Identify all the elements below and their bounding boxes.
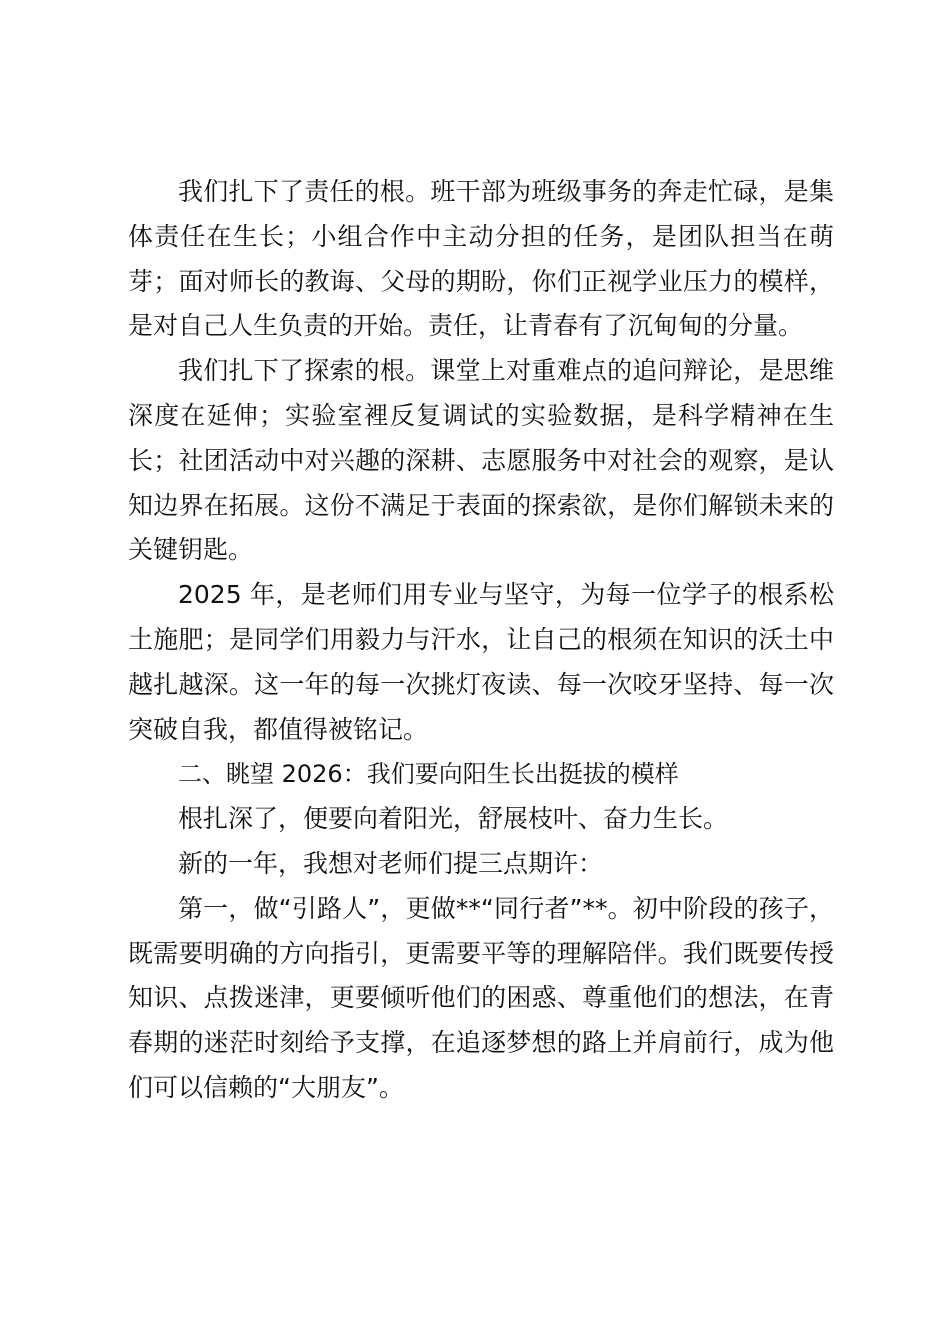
line-three-expectations: 新的一年，我想对老师们提三点期许： — [178, 848, 604, 878]
document-page — [128, 170, 834, 1111]
paragraph-first-expectation: 第一，做“引路人”，更做**“同行者”**。初中阶段的孩子，既需要明确的方向指引，更需要平等的理解陪伴。我们既要传授知识、点拨迷津，更要倾听他们的困惑、尊重他们的想法，在青春期的迷茫时刻给予支撑，在追逐梦想的路上并肩前行，成为他们可以信赖的“大朋友”。 — [128, 893, 834, 1102]
paragraph-responsibility: 我们扎下了责任的根。班干部为班级事务的奔走忙碌，是集体责任在生长；小组合作中主动分担的任务，是团队担当在萌芽；面对师长的教诲、父母的期盼，你们正视学业压力的模样，是对自己人生负责的开始。责任，让青春有了沉甸甸的分量。 — [128, 177, 834, 341]
paragraph-2025-summary: 2025 年，是老师们用专业与坚守，为每一位学子的根系松土施肥；是同学们用毅力与汗水，让自己的根须在知识的沃土中越扎越深。这一年的每一次挑灯夜读、每一次咬牙坚持、每一次突破自我，都值得被铭记。 — [128, 580, 834, 744]
section-heading: 二、眺望 2026：我们要向阳生长出挺拔的模样 — [178, 760, 679, 789]
paragraph-exploration: 我们扎下了探索的根。课堂上对重难点的追问辩论，是思维深度在延伸；实验室裡反复调试的实验数据，是科学精神在生长；社团活动中对兴趣的深耕、志愿服务中对社会的观察，是认知边界在拓展。这份不满足于表面的探索欲，是你们解锁未来的关键钥匙。 — [128, 356, 834, 565]
line-grow-toward-sun: 根扎深了，便要向着阳光，舒展枝叶、奋力生长。 — [178, 804, 729, 834]
